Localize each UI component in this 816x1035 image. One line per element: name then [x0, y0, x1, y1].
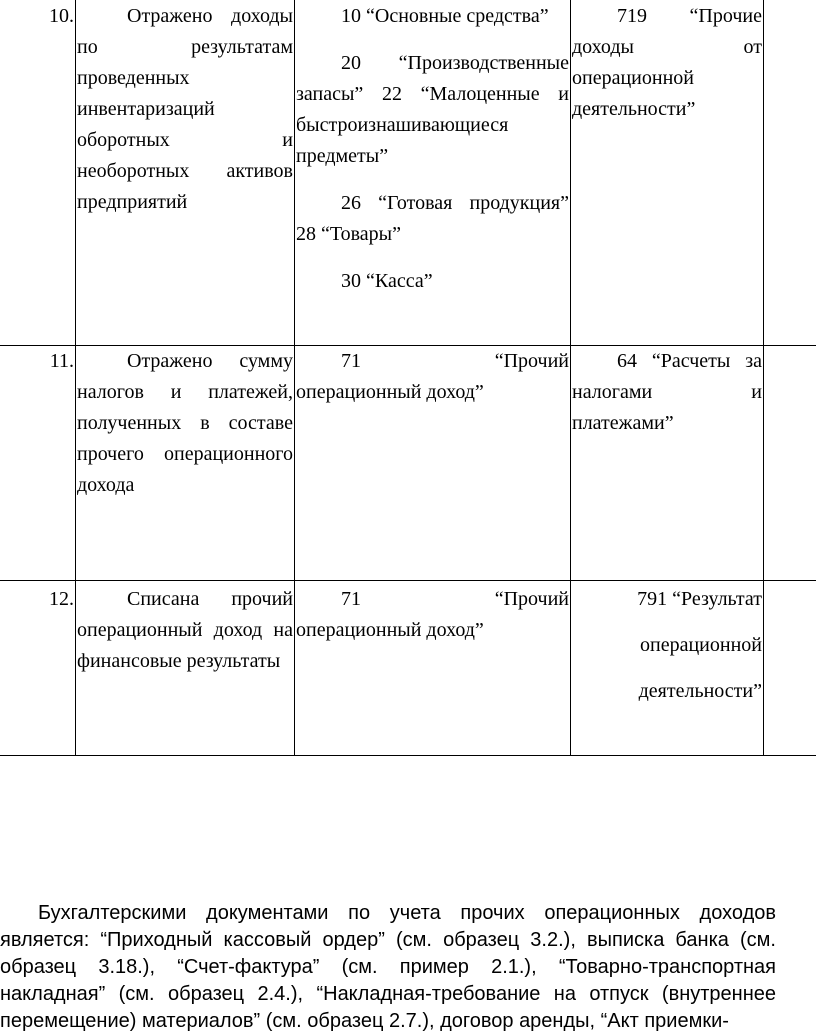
table-row: [0, 581, 816, 756]
row-description: Отражено доходы по результатам проведенных инвентаризаций оборотных и необоротных активов предприятий: [77, 5, 293, 213]
credit-account: [572, 346, 762, 439]
row-number: 12.: [49, 588, 74, 610]
credit-account-text: 791 “Результат операционной деятельности”: [637, 588, 762, 702]
credit-account: [572, 1, 762, 125]
credit-account: [572, 576, 762, 714]
debit-accounts: [296, 1, 569, 297]
row-number: 10.: [49, 5, 74, 27]
debit-account-line: 20 “Производственные запасы” 22 “Малоценные и быстроизнашивающиеся предметы”: [296, 52, 569, 167]
debit-account-line: 10 “Основные средства”: [341, 5, 549, 27]
body-paragraph: Бухгалтерскими документами по учета прочих операционных доходов является: “Приходный кассовый ордер” (см. образец 3.2.), выписка банка (см. образец 3.18.), “Счет-фактура” (см. пример 2.1.), “Товарно-транспортная накладная” (см. образец 2.4.), “Накладная-требование на отпуск (внутреннее перемещение) материалов” (см. образец 2.7.), договор аренды, “Акт приемки-: [0, 902, 776, 1032]
credit-account-text: 719 “Прочие доходы от операционной деятельности”: [572, 5, 762, 120]
debit-account-line: 30 “Касса”: [341, 270, 433, 292]
row-number: 11.: [49, 350, 74, 372]
table-row: [0, 346, 816, 581]
table-row: [0, 0, 816, 346]
row-description: Отражено сумму налогов и платежей, полученных в составе прочего операционного дохода: [77, 350, 293, 496]
debit-account-line: 26 “Готовая продукция” 28 “Товары”: [296, 192, 569, 245]
debit-account: [296, 584, 569, 646]
credit-account-text: 64 “Расчеты за налогами и платежами”: [572, 350, 762, 434]
debit-account-text: 71 “Прочий операционный доход”: [296, 588, 569, 641]
debit-account: [296, 346, 569, 408]
debit-account-text: 71 “Прочий операционный доход”: [296, 350, 569, 403]
row-description: Списана прочий операционный доход на финансовые результаты: [77, 588, 293, 672]
